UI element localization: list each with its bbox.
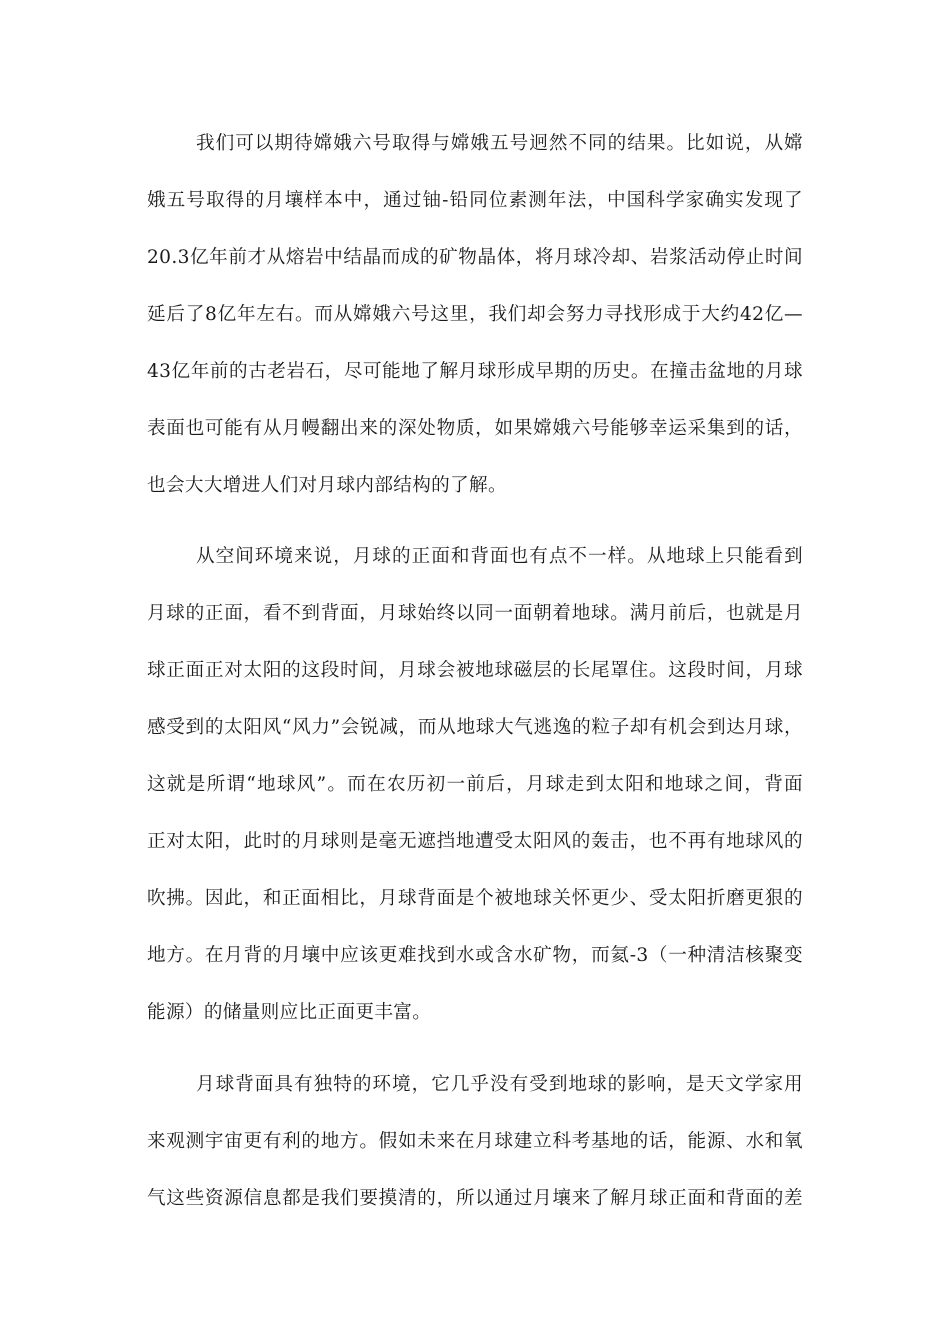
text-line: 娥五号取得的月壤样本中，通过铀-铅同位素测年法，中国科学家确实发现了 (147, 190, 803, 211)
text-line: 球正面正对太阳的这段时间，月球会被地球磁层的长尾罩住。这段时间，月球 (147, 660, 803, 681)
text-line: 这就是所谓“地球风”。而在农历初一前后，月球走到太阳和地球之间，背面 (147, 774, 803, 795)
text-line: 吹拂。因此，和正面相比，月球背面是个被地球关怀更少、受太阳折磨更狠的 (147, 888, 803, 909)
text-line: 月球背面具有独特的环境，它几乎没有受到地球的影响，是天文学家用 (196, 1074, 803, 1095)
text-line: 能源）的储量则应比正面更丰富。 (147, 1002, 432, 1023)
text-line: 43亿年前的古老岩石，尽可能地了解月球形成早期的历史。在撞击盆地的月球 (147, 361, 803, 382)
text-line: 表面也可能有从月幔翻出来的深处物质，如果嫦娥六号能够幸运采集到的话， (147, 418, 803, 439)
text-line: 气这些资源信息都是我们要摸清的，所以通过月壤来了解月球正面和背面的差 (147, 1188, 803, 1209)
text-line: 来观测宇宙更有利的地方。假如未来在月球建立科考基地的话，能源、水和氧 (147, 1131, 803, 1152)
text-line: 20.3亿年前才从熔岩中结晶而成的矿物晶体，将月球冷却、岩浆活动停止时间 (147, 247, 803, 268)
text-line: 感受到的太阳风“风力”会锐减，而从地球大气逃逸的粒子却有机会到达月球， (147, 717, 803, 738)
text-line: 我们可以期待嫦娥六号取得与嫦娥五号迥然不同的结果。比如说，从嫦 (196, 133, 803, 154)
text-line: 月球的正面，看不到背面，月球始终以同一面朝着地球。满月前后，也就是月 (147, 603, 803, 624)
text-line: 延后了8亿年左右。而从嫦娥六号这里，我们却会努力寻找形成于大约42亿— (147, 304, 803, 325)
text-line: 正对太阳，此时的月球则是毫无遮挡地遭受太阳风的轰击，也不再有地球风的 (147, 831, 803, 852)
text-line: 从空间环境来说，月球的正面和背面也有点不一样。从地球上只能看到 (196, 546, 803, 567)
text-line: 也会大大增进人们对月球内部结构的了解。 (147, 475, 507, 496)
text-line: 地方。在月背的月壤中应该更难找到水或含水矿物，而氦-3（一种清洁核聚变 (147, 945, 803, 966)
